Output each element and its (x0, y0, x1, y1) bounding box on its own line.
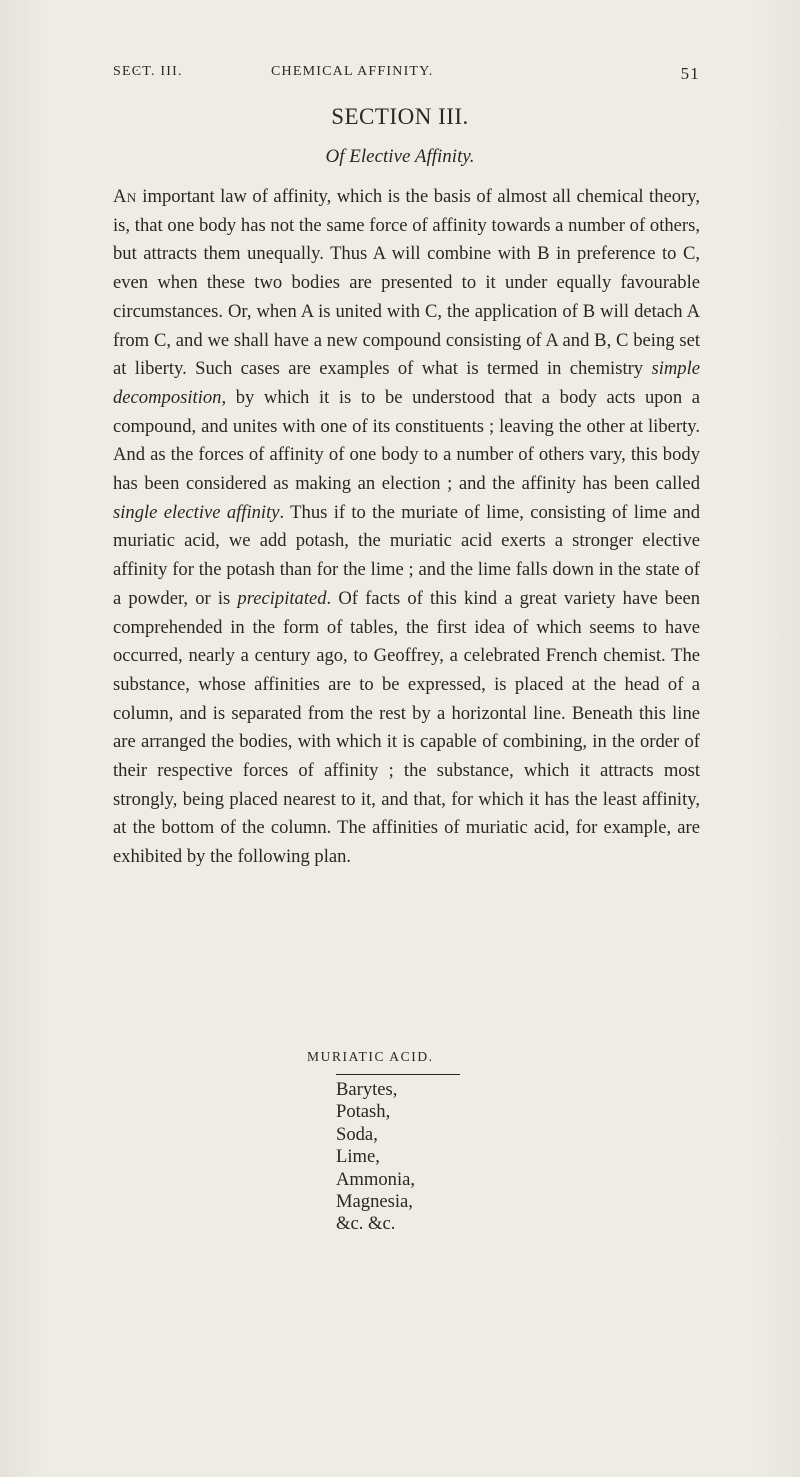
term-simple-decomposition: simple decomposition (113, 358, 700, 408)
running-head-section: SEϾT. III. (113, 64, 183, 79)
affinity-table-rule (336, 1074, 460, 1075)
running-head (113, 64, 700, 86)
affinity-table-item: Ammonia, (336, 1168, 416, 1190)
affinity-table-item: Lime, (336, 1146, 380, 1168)
term-single-elective-affinity: single elective affinity (113, 501, 280, 523)
affinity-table-item: Magnesia, (336, 1191, 413, 1213)
affinity-table-item: Barytes, (336, 1079, 398, 1100)
body-paragraph (113, 183, 700, 872)
affinity-table-item: Potash, (336, 1101, 391, 1123)
affinity-table-item: &c. &c. (336, 1213, 396, 1235)
term-precipitated: precipitated (237, 587, 327, 609)
paragraph-text-1: important law of affinity, which is the basis of almost all chemical theory, is, that one body has not the same force of affinity towards a number of others, but attracts them unequally. Thus A will combine with B in preference to C, even when these two bodies are presented to it under equally favourable circumstances. Or, when A is united with C, the application of B will detach A from C, and we shall have a new compound consisting of A and B, C being set at liberty. Such cases are examples of what is termed in chemistry (113, 186, 700, 380)
section-title: SECTION III. (331, 104, 469, 129)
lead-word: An (113, 186, 137, 207)
affinity-table-item: Soda, (336, 1123, 378, 1145)
paragraph-text-2: , by which it is to be understood that a body acts upon a compound, and unites with one of its constituents ; leaving the other at liberty. And as the forces of affinity of one body to a number of others vary, this body has been considered as making an election ; and the affinity has been called (113, 386, 700, 495)
section-subtitle: Of Elective Affinity. (325, 146, 475, 167)
affinity-table-heading: MURIATIC ACID. (307, 1049, 434, 1064)
paragraph-text-4: . Of facts of this kind a great variety have been comprehended in the form of tables, the first idea of which seems to have occurred, nearly a century ago, to Geoffrey, a celebrated French chemist. The substance, whose affinities are to be expressed, is placed at the head of a column, and is separated from the rest by a horizontal line. Beneath this line are arranged the bodies, with which it is capable of combining, in the order of their respective forces of affinity ; the substance, which it attracts most strongly, being placed nearest to it, and that, for which it has the least affinity, at the bottom of the column. The affinities of muriatic acid, for example, are exhibited by the following plan. (113, 587, 700, 868)
running-head-title: CHEMICAL AFFINITY. (271, 64, 434, 79)
affinity-table-list (336, 1079, 415, 1236)
page-number: 51 (680, 64, 700, 83)
paragraph-text-3: . Thus if to the muriate of lime, consisting of lime and muriatic acid, we add potash, the muriatic acid exerts a stronger elective affinity for the potash than for the lime ; and the lime falls down in the state of a powder, or is (113, 501, 701, 609)
